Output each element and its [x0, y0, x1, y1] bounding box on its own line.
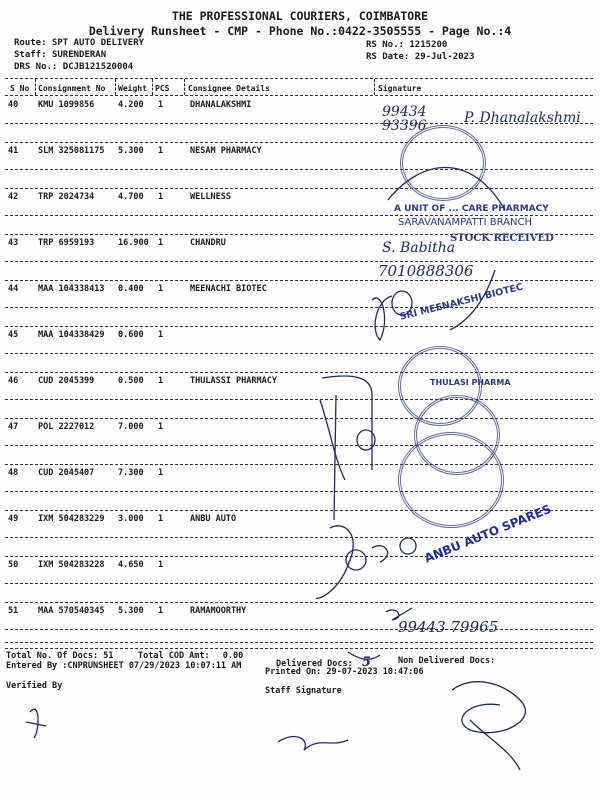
pcs-cell: 1 — [158, 514, 164, 524]
signature-stroke — [316, 526, 353, 598]
total-docs-value: 51 — [103, 651, 114, 661]
consignment-cell: MAA 104338429 — [38, 330, 105, 340]
consignment-cell: CUD 2045407 — [38, 468, 95, 478]
pcs-cell: 1 — [158, 238, 164, 248]
sno-cell: 41 — [8, 146, 19, 156]
col-header-weight: Weight — [118, 84, 147, 93]
drs-label: DRS No.: — [14, 62, 58, 72]
total-cod-label: Total COD Amt: — [138, 651, 210, 661]
total-cod-value: 0.00 — [222, 651, 244, 661]
weight-cell: 16.900 — [118, 238, 149, 248]
sno-cell: 46 — [8, 376, 19, 386]
consignment-cell: MAA 570540345 — [38, 606, 105, 616]
sno-cell: 44 — [8, 284, 19, 294]
handwritten-phone: 99443 79965 — [398, 618, 499, 636]
signature-stroke — [320, 400, 345, 480]
pcs-cell: 1 — [158, 284, 164, 294]
sno-cell: 48 — [8, 468, 19, 478]
route-label: Route: — [14, 38, 47, 48]
weight-cell: 4.700 — [118, 192, 144, 202]
total-docs — [6, 651, 114, 661]
consignment-cell: SLM 325081175 — [38, 146, 105, 156]
signature-stroke — [322, 376, 372, 470]
pcs-cell: 1 — [158, 146, 164, 156]
thulasi-stamp-text: THULASI PHARMA — [430, 378, 511, 387]
signature-stroke — [386, 608, 412, 620]
pcs-cell: 1 — [158, 330, 164, 340]
signature-loop — [400, 538, 416, 554]
consignee-cell: CHANDRU — [190, 238, 226, 248]
consignment-cell: POL 2227012 — [38, 422, 95, 432]
sno-cell: 45 — [8, 330, 19, 340]
handwritten-phone: 7010888306 — [378, 262, 474, 280]
route-value: SPT AUTO DELIVERY — [51, 38, 145, 48]
col-header-sno: S No — [10, 84, 30, 93]
entered-by: Entered By :CNPRUNSHEET 07/29/2023 10:07:11 AM — [6, 661, 242, 671]
weight-cell: 5.300 — [118, 146, 144, 156]
consignee-cell: DHANALAKSHMI — [190, 100, 252, 110]
staff-signature-mark — [452, 682, 525, 733]
signature-stroke — [334, 395, 336, 520]
meenakshi-biotec-stamp: SRI MEENAKSHI BIOTEC — [398, 281, 525, 323]
weight-cell: 3.000 — [118, 514, 144, 524]
handwritten-phone: 93396 — [382, 118, 427, 134]
weight-cell: 4.650 — [118, 560, 144, 570]
sno-cell: 47 — [8, 422, 19, 432]
rs-no-label: RS No.: — [366, 40, 404, 50]
consignment-cell: IXM 504283229 — [38, 514, 105, 524]
handwritten-name: P. Dhanalakshmi — [464, 110, 581, 126]
consignment-cell: IXM 504283228 — [38, 560, 105, 570]
pcs-cell: 1 — [158, 422, 164, 432]
total-docs-label: Total No. Of Docs: — [6, 651, 99, 661]
consignee-cell: WELLNESS — [190, 192, 231, 202]
sno-cell: 40 — [8, 100, 19, 110]
consignee-cell: THULASSI PHARMACY — [190, 376, 277, 386]
consignee-cell: ANBU AUTO — [190, 514, 237, 524]
footer-rule — [5, 642, 593, 643]
handwritten-phone: 99434 — [382, 104, 427, 120]
consignee-cell: NESAM PHARMACY — [190, 146, 262, 156]
handwritten-name: S. Babitha — [382, 240, 456, 256]
anbu-auto-spares-stamp: ANBU AUTO SPARES — [422, 501, 554, 566]
company-title: THE PROFESSIONAL COURIERS, COIMBATORE — [171, 9, 429, 23]
delivered-docs-label: Delivered Docs: — [276, 659, 353, 669]
signature-stroke — [450, 270, 495, 330]
non-delivered-docs-label: Non Delivered Docs: — [398, 656, 496, 666]
consignment-cell: KMU 1099856 — [38, 100, 95, 110]
verified-signature — [26, 709, 46, 738]
weight-cell: 7.000 — [118, 422, 144, 432]
weight-cell: 7.300 — [118, 468, 144, 478]
col-header-signature: Signature — [378, 84, 422, 93]
consignment-cell: MAA 104338413 — [38, 284, 105, 294]
signature-loop — [346, 550, 366, 570]
verified-by-label: Verified By — [6, 681, 63, 691]
pcs-cell: 1 — [158, 192, 164, 202]
sno-cell: 51 — [8, 606, 19, 616]
pcs-cell: 1 — [158, 468, 164, 478]
weight-cell: 0.600 — [118, 330, 144, 340]
consignment-cell: TRP 6959193 — [38, 238, 95, 248]
signature-stroke — [388, 168, 505, 211]
col-header-consignee: Consignee Details — [188, 84, 270, 93]
consignment-cell: TRP 2024734 — [38, 192, 95, 202]
consignment-cell: CUD 2045399 — [38, 376, 95, 386]
rs-no-value: 1215200 — [409, 40, 448, 50]
staff-value: SURENDERAN — [51, 50, 107, 60]
weight-cell: 4.200 — [118, 100, 144, 110]
pharmacy-stamp-line1: A UNIT OF ... CARE PHARMACY — [394, 204, 549, 214]
signature-stroke — [372, 546, 388, 562]
sno-cell: 50 — [8, 560, 19, 570]
col-header-consignment: Consignment No — [38, 84, 106, 93]
signature-loop — [392, 291, 412, 315]
col-header-pcs: PCS — [155, 84, 170, 93]
pcs-cell: 1 — [158, 376, 164, 386]
consignee-cell: RAMAMOORTHY — [190, 606, 247, 616]
pcs-cell: 1 — [158, 100, 164, 110]
stock-received-stamp: STOCK RECEIVED — [450, 233, 554, 244]
total-cod — [138, 651, 243, 661]
rs-date-label: RS Date: — [366, 52, 410, 62]
pcs-cell: 1 — [158, 560, 164, 570]
pharmacy-stamp-line2: SARAVANAMPATTI BRANCH — [398, 217, 532, 228]
pcs-cell: 1 — [158, 606, 164, 616]
weight-cell: 5.300 — [118, 606, 144, 616]
staff-signature-label: Staff Signature — [265, 686, 342, 696]
runsheet-subtitle: Delivery Runsheet - CMP - Phone No.:0422-3505555 - Page No.:4 — [88, 24, 512, 38]
weight-cell: 0.500 — [118, 376, 144, 386]
staff-label: Staff: — [14, 50, 47, 60]
consignee-cell: MEENACHI BIOTEC — [190, 284, 267, 294]
sno-cell: 43 — [8, 238, 19, 248]
weight-cell: 0.400 — [118, 284, 144, 294]
staff-signature-scribble — [278, 737, 348, 750]
delivered-docs-value: 5 — [361, 655, 371, 670]
rs-date-value: 29-Jul-2023 — [414, 52, 475, 62]
printed-on: Printed On: 29-07-2023 10:47:06 — [265, 667, 424, 677]
drs-value: DCJB121520004 — [62, 62, 134, 72]
sno-cell: 49 — [8, 514, 19, 524]
sno-cell: 42 — [8, 192, 19, 202]
signature-stroke — [372, 296, 392, 340]
